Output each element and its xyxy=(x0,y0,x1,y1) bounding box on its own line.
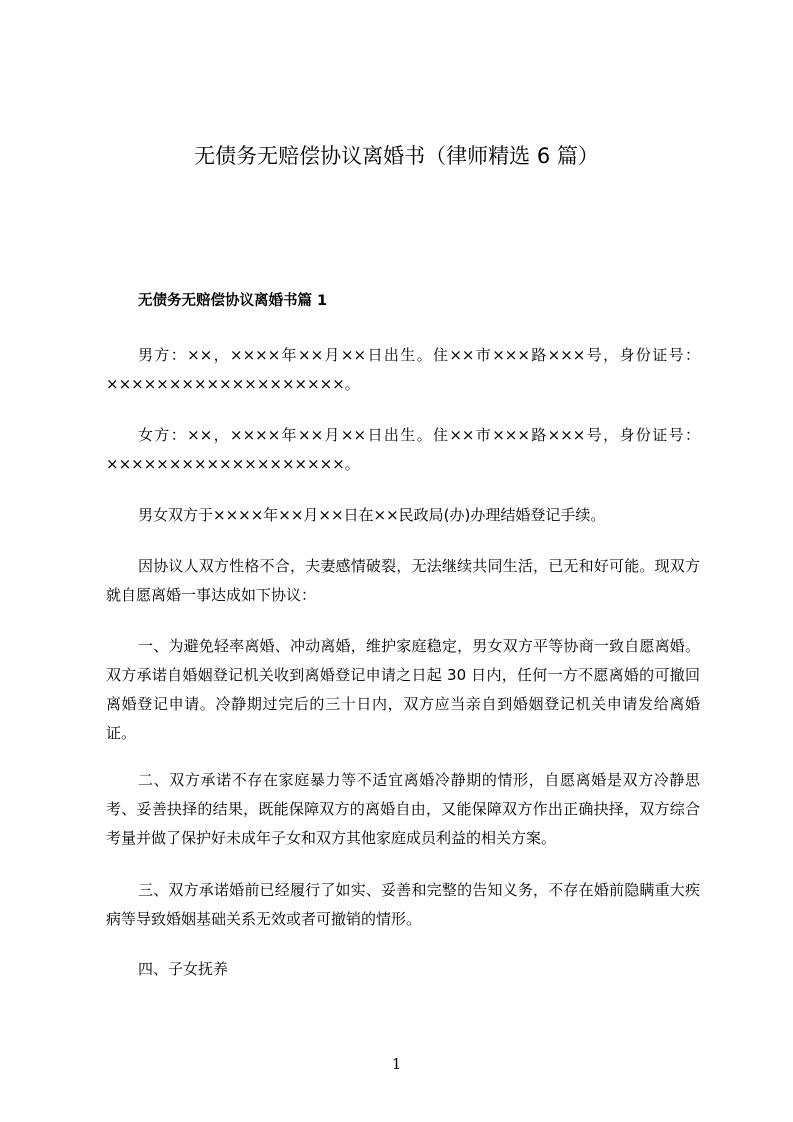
paragraph-clause-two: 二、双方承诺不存在家庭暴力等不适宜离婚冷静期的情形，自愿离婚是双方冷静思考、妥善抉择的结果，既能保障双方的离婚自由，又能保障双方作出正确抉择，双方综合考量并做了保护好未成年子女和双方其他家庭成员利益的相关方案。 xyxy=(106,771,700,847)
paragraph-clause-three: 三、双方承诺婚前已经履行了如实、妥善和完整的告知义务，不存在婚前隐瞒重大疾病等导致婚姻基础关系无效或者可撤销的情形。 xyxy=(106,881,700,928)
document-title: 无债务无赔偿协议离婚书（律师精选 6 篇） xyxy=(194,144,599,168)
paragraph-husband-info: 男方：××，××××年××月××日出生。住××市×××路×××号，身份证号：×××××××××××××××××××。 xyxy=(106,346,700,393)
page-number: 1 xyxy=(391,1055,402,1073)
section-heading: 无债务无赔偿协议离婚书篇 1 xyxy=(138,293,328,309)
paragraph-divorce-reason: 因协议人双方性格不合，夫妻感情破裂，无法继续共同生活，已无和好可能。现双方就自愿离婚一事达成如下协议： xyxy=(106,557,700,604)
paragraph-clause-four-heading: 四、子女抚养 xyxy=(138,960,229,978)
paragraph-clause-one: 一、为避免轻率离婚、冲动离婚，维护家庭稳定，男女双方平等协商一致自愿离婚。双方承诺自婚姻登记机关收到离婚登记申请之日起 30 日内，任何一方不愿离婚的可撤回离婚登记申请。冷静期过完后的三十日内，双方应当亲自到婚姻登记机关申请发给离婚证。 xyxy=(106,637,700,742)
paragraph-marriage-registration: 男女双方于××××年××月××日在××民政局(办)办理结婚登记手续。 xyxy=(138,506,606,524)
paragraph-wife-info: 女方：××，××××年××月××日出生。住××市×××路×××号，身份证号：×××××××××××××××××××。 xyxy=(106,426,700,473)
